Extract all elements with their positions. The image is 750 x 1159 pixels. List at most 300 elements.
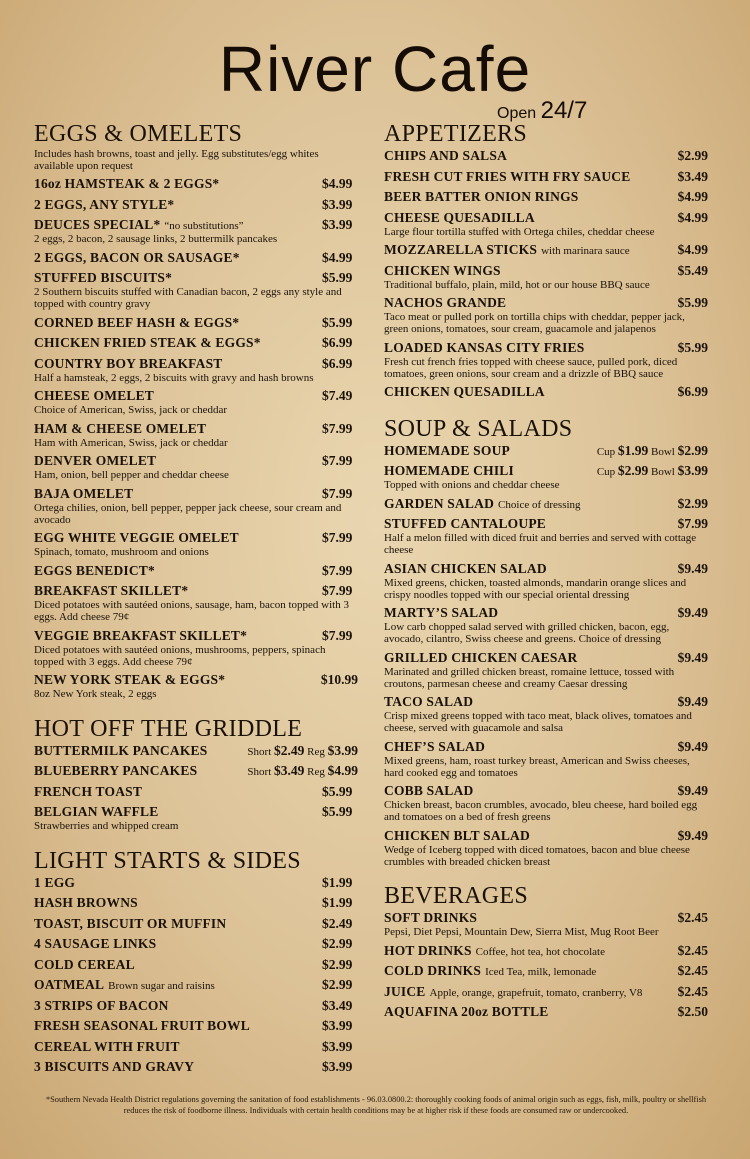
menu-item	[384, 561, 708, 601]
menu-item	[34, 804, 358, 832]
menu-section	[384, 120, 708, 400]
menu-item	[384, 783, 708, 823]
menu-item-row	[34, 335, 358, 351]
menu-item-row	[384, 384, 708, 400]
item-price: $5.99	[677, 339, 708, 355]
menu-item-row	[34, 936, 358, 952]
menu-item	[384, 739, 708, 779]
item-name	[384, 463, 514, 479]
item-name-text: MARTY’S SALAD	[384, 605, 499, 620]
open-label: Open	[497, 105, 537, 122]
section-title: SOUP & SALADS	[384, 415, 573, 442]
item-size-prices	[247, 743, 358, 759]
item-price: $7.99	[322, 485, 353, 501]
menu-item-row	[384, 1004, 708, 1020]
size2-label: Reg	[307, 745, 325, 758]
size2-price: $4.99	[327, 763, 358, 778]
menu-item	[34, 270, 358, 310]
item-description: Crisp mixed greens topped with taco meat, black olives, tomatoes and cheese, served with guacamole and salsa	[384, 710, 692, 734]
menu-item	[34, 977, 358, 993]
menu-item-row	[384, 463, 708, 479]
size2-label: Bowl	[651, 445, 675, 458]
menu-item-row	[34, 957, 358, 973]
section-title: HOT OFF THE GRIDDLE	[34, 715, 303, 742]
item-name-text: NEW YORK STEAK & EGGS*	[34, 672, 226, 687]
item-name-text: STUFFED BISCUITS*	[34, 270, 173, 285]
menu-item-row	[384, 210, 708, 226]
item-price: $4.99	[677, 242, 708, 257]
menu-item	[34, 875, 358, 891]
item-price: $2.45	[677, 983, 708, 999]
item-name	[34, 270, 172, 286]
menu-item-row	[34, 250, 358, 266]
menu-item	[384, 242, 708, 258]
item-name-text: TOAST, BISCUIT OR MUFFIN	[34, 915, 227, 931]
menu-item	[34, 1018, 358, 1034]
menu-item	[384, 443, 708, 459]
menu-item	[34, 530, 358, 558]
menu-item	[384, 384, 708, 400]
item-name	[384, 295, 506, 311]
item-name-text: CHICKEN QUESADILLA	[384, 384, 545, 399]
menu-item	[34, 743, 358, 759]
item-name-text: AQUAFINA 20oz BOTTLE	[384, 1004, 549, 1019]
item-description: Low carb chopped salad served with grilled chicken, bacon, egg, avocado, cilantro, Swiss cheese and greens. Choice of dressing	[384, 621, 670, 645]
item-description: Mixed greens, ham, roast turkey breast, American and Swiss cheeses, hard cooked egg and tomatoes	[384, 754, 690, 779]
item-name-text: BLUEBERRY PANCAKES	[34, 763, 198, 778]
menu-item	[384, 910, 708, 938]
menu-item-row	[34, 784, 358, 800]
item-description: Wedge of Iceberg topped with diced tomatoes, bacon and blue cheese crumbles with breaded chicken breast	[384, 843, 690, 868]
item-price: $1.99	[322, 874, 353, 890]
menu-section	[34, 847, 358, 1076]
item-price: $9.49	[677, 738, 708, 754]
menu-item	[384, 516, 708, 556]
section-title: LIGHT STARTS & SIDES	[34, 847, 301, 874]
item-name	[34, 628, 247, 644]
item-description: Strawberries and whipped cream	[34, 820, 179, 832]
item-price: $9.49	[677, 694, 708, 709]
item-description: 8oz New York steak, 2 eggs	[34, 688, 157, 700]
item-price: $2.50	[677, 1004, 708, 1019]
item-name-text: BAJA OMELET	[34, 485, 134, 501]
menu-item-row	[384, 828, 708, 844]
menu-item-row	[34, 270, 358, 286]
item-price: $2.99	[677, 148, 708, 163]
section-note: Includes hash browns, toast and jelly. Egg substitutes/egg whites available upon request	[34, 148, 319, 172]
menu-item-row	[34, 875, 358, 891]
menu-item-row	[384, 169, 708, 185]
item-name	[34, 977, 215, 993]
item-name-text: HOMEMADE SOUP	[384, 442, 510, 458]
item-name	[34, 875, 75, 891]
section-title: BEVERAGES	[384, 883, 529, 909]
item-name	[384, 828, 530, 844]
menu-item-row	[34, 563, 358, 579]
item-price: $4.99	[322, 249, 353, 265]
menu-item	[34, 1039, 358, 1055]
menu-item	[384, 828, 708, 868]
section-gap	[384, 872, 708, 882]
item-price: $9.49	[677, 827, 708, 843]
menu-item	[34, 672, 358, 700]
menu-item	[34, 895, 358, 911]
item-name-text: 1 EGG	[34, 874, 76, 890]
item-description: Chicken breast, bacon crumbles, avocado, bleu cheese, hard boiled egg and tomatoes on a bed of fresh greens	[384, 799, 698, 823]
item-name	[34, 1059, 194, 1075]
menu-item-row	[384, 242, 708, 258]
health-disclaimer: *Southern Nevada Health District regulations governing the sanitation of food establishments - 96.03.0800.2: thoroughly cooking foods of animal origin such as eggs, fish, milk, poultry or shellfish reduces the risk of foodborne illness. Individuals with certain health conditions may be at higher risk if these foods are consumed raw or undercooked.	[45, 1095, 707, 1115]
menu-item-row	[384, 650, 708, 666]
item-name	[34, 335, 261, 351]
menu-item-row	[384, 783, 708, 799]
item-name-text: 16oz HAMSTEAK & 2 EGGS*	[34, 176, 220, 191]
item-price: $5.99	[322, 783, 353, 799]
item-inline-note: Iced Tea, milk, lemonade	[485, 966, 597, 978]
menu-item-row	[384, 148, 708, 164]
item-description: Half a hamsteak, 2 eggs, 2 biscuits with gravy and hash browns	[34, 371, 314, 384]
item-price: $7.99	[322, 583, 353, 598]
menu-item	[34, 998, 358, 1014]
item-name	[34, 563, 155, 579]
item-description: Topped with onions and cheddar cheese	[384, 479, 560, 491]
item-name-text: JUICE	[384, 983, 426, 999]
item-size-prices	[597, 463, 708, 479]
item-name	[384, 739, 485, 755]
item-name-text: CHEESE QUESADILLA	[384, 209, 535, 225]
item-price: $6.99	[677, 384, 708, 399]
item-name-text: DENVER OMELET	[34, 453, 157, 468]
menu-item-row	[34, 421, 358, 437]
item-inline-note: with marinara sauce	[541, 245, 630, 257]
item-price: $7.99	[322, 420, 353, 436]
item-name-text: MOZZARELLA STICKS	[384, 242, 538, 257]
item-name-text: EGGS BENEDICT*	[34, 562, 155, 578]
item-name-text: BUTTERMILK PANCAKES	[34, 742, 208, 758]
item-name	[34, 804, 158, 820]
size1-price: $3.49	[274, 763, 305, 778]
item-name	[34, 486, 133, 502]
menu-item	[384, 189, 708, 205]
item-description: Taco meat or pulled pork on tortilla chips with cheddar, pepper jack, green onions, tomatoes, sour cream, guacamole and jalapenos	[384, 311, 685, 335]
item-price: $5.99	[322, 314, 353, 330]
menu-item-row	[384, 739, 708, 755]
menu-item	[34, 936, 358, 952]
menu-item	[384, 210, 708, 238]
menu-item	[384, 496, 708, 512]
size1-label: Cup	[596, 445, 616, 458]
menu-item-row	[34, 916, 358, 932]
menu-item-row	[384, 496, 708, 512]
item-name-text: CHEF’S SALAD	[384, 738, 486, 754]
size1-label: Short	[247, 745, 272, 758]
menu-item-row	[384, 516, 708, 532]
item-name	[384, 963, 596, 979]
size2-label: Reg	[307, 766, 325, 778]
section-gap	[384, 405, 708, 415]
menu-item-row	[34, 895, 358, 911]
menu-item	[34, 916, 358, 932]
item-price: $2.99	[322, 936, 353, 951]
hours-value: 24/7	[540, 97, 588, 124]
menu-item-row	[34, 176, 358, 192]
left-column	[34, 120, 358, 1080]
menu-item-row	[34, 315, 358, 331]
item-price: $2.99	[677, 495, 708, 511]
item-price: $10.99	[320, 672, 358, 687]
item-price: $1.99	[322, 895, 353, 910]
item-price: $7.99	[322, 562, 353, 578]
item-name	[34, 530, 239, 546]
menu-item	[34, 583, 358, 623]
item-name	[384, 650, 577, 666]
menu-item-row	[34, 998, 358, 1014]
item-price: $5.99	[322, 804, 353, 819]
item-name-text: COBB SALAD	[384, 783, 474, 798]
item-name	[384, 910, 477, 926]
item-name	[384, 242, 630, 258]
item-price: $2.99	[322, 956, 353, 972]
menu-item-row	[34, 197, 358, 213]
section-gap	[34, 705, 358, 715]
menu-item	[34, 335, 358, 351]
item-name	[34, 916, 226, 932]
item-inline-note: Apple, orange, grapefruit, tomato, cranberry, V8	[429, 986, 643, 999]
item-name	[34, 388, 154, 404]
item-name-text: VEGGIE BREAKFAST SKILLET*	[34, 627, 248, 643]
item-name-text: CHEESE OMELET	[34, 388, 155, 403]
item-name	[34, 176, 219, 192]
size1-price: $1.99	[617, 442, 649, 458]
item-name	[384, 561, 547, 577]
item-name	[384, 516, 546, 532]
item-name	[34, 1018, 250, 1034]
item-price: $7.99	[677, 516, 708, 531]
section-title: EGGS & OMELETS	[34, 121, 243, 147]
item-name	[384, 984, 642, 1000]
item-name-text: FRESH SEASONAL FRUIT BOWL	[34, 1018, 250, 1033]
item-name-text: CHICKEN FRIED STEAK & EGGS*	[34, 335, 261, 350]
item-name	[34, 784, 142, 800]
item-size-prices	[247, 763, 358, 779]
item-name-text: 2 EGGS, ANY STYLE*	[34, 196, 175, 212]
menu-item	[34, 1059, 358, 1075]
size2-price: $2.99	[677, 442, 708, 458]
item-name	[384, 189, 579, 205]
size1-price: $2.99	[617, 463, 649, 478]
menu-title: River Cafe	[218, 33, 532, 105]
size2-price: $3.99	[327, 742, 358, 758]
item-price: $3.99	[322, 217, 353, 232]
menu-item	[34, 250, 358, 266]
menu-item-row	[384, 340, 708, 356]
item-name	[384, 605, 498, 621]
item-price: $4.99	[322, 176, 353, 191]
item-inline-note: Choice of dressing	[498, 498, 581, 511]
item-name	[34, 936, 156, 952]
menu-item	[34, 388, 358, 416]
item-name	[34, 763, 197, 779]
menu-item-row	[34, 356, 358, 372]
item-name-text: CEREAL WITH FRUIT	[34, 1038, 180, 1054]
menu-item-row	[384, 605, 708, 621]
item-name	[34, 895, 138, 911]
item-inline-note: “no substitutions”	[164, 220, 244, 232]
menu-item-row	[34, 672, 358, 688]
item-price: $5.99	[677, 295, 708, 310]
item-name-text: COLD DRINKS	[384, 963, 482, 978]
item-description: Ortega chilies, onion, bell pepper, pepper jack cheese, sour cream and avocado	[34, 501, 342, 526]
size1-label: Short	[247, 766, 272, 778]
menu-section	[384, 415, 708, 868]
menu-item-row	[34, 486, 358, 502]
item-name	[384, 263, 501, 279]
menu-item	[34, 315, 358, 331]
item-name-text: CORNED BEEF HASH & EGGS*	[34, 314, 240, 330]
item-name	[34, 250, 240, 266]
menu-item	[34, 486, 358, 526]
item-description: Large flour tortilla stuffed with Ortega chiles, cheddar cheese	[384, 225, 655, 238]
menu-item-row	[384, 943, 708, 959]
menu-item	[384, 694, 708, 734]
item-description: Choice of American, Swiss, jack or cheddar	[34, 404, 228, 416]
menu-item	[384, 148, 708, 164]
menu-item	[384, 943, 708, 959]
menu-item-row	[384, 910, 708, 926]
item-price: $7.99	[322, 627, 353, 643]
menu-item	[34, 628, 358, 668]
item-name-text: CHIPS AND SALSA	[384, 148, 508, 163]
item-description: Ham with American, Swiss, jack or cheddar	[34, 436, 228, 449]
item-price: $3.99	[322, 1038, 353, 1054]
menu-item-row	[34, 583, 358, 599]
item-name-text: DEUCES SPECIAL*	[34, 217, 161, 232]
item-name	[34, 421, 206, 437]
item-name	[34, 672, 225, 688]
item-name	[34, 583, 188, 599]
item-price: $5.49	[677, 262, 708, 278]
item-name	[384, 783, 473, 799]
item-name-text: 2 EGGS, BACON OR SAUSAGE*	[34, 249, 240, 265]
item-name	[34, 453, 156, 469]
menu-item-row	[34, 743, 358, 759]
menu-item-row	[384, 295, 708, 311]
item-name-text: FRESH CUT FRIES WITH FRY SAUCE	[384, 168, 631, 184]
item-name-text: CHICKEN BLT SALAD	[384, 827, 530, 843]
menu-item-row	[34, 1018, 358, 1034]
menu-item	[384, 963, 708, 979]
item-name-text: BEER BATTER ONION RINGS	[384, 189, 579, 204]
menu-section	[34, 715, 358, 833]
menu-item	[34, 763, 358, 779]
menu-item	[384, 295, 708, 335]
menu-item-row	[384, 561, 708, 577]
menu-item-row	[34, 763, 358, 779]
menu-item-row	[34, 1059, 358, 1075]
menu-item-row	[34, 804, 358, 820]
item-description: 2 Southern biscuits stuffed with Canadian bacon, 2 eggs any style and topped with country gravy	[34, 286, 342, 310]
item-name	[384, 169, 630, 185]
item-description: Marinated and grilled chicken breast, romaine lettuce, tossed with croutons, parmesan cheese and creamy Caesar dressing	[384, 665, 675, 690]
item-name-text: SOFT DRINKS	[384, 910, 478, 925]
item-price: $3.99	[322, 1059, 353, 1074]
item-name	[384, 1004, 549, 1020]
section-gap	[34, 837, 358, 847]
item-price: $7.99	[322, 530, 353, 545]
item-price: $2.45	[677, 942, 708, 958]
item-name	[34, 998, 169, 1014]
item-name	[384, 340, 584, 356]
menu-item	[384, 984, 708, 1000]
item-price: $3.99	[322, 1018, 353, 1033]
item-price: $4.99	[677, 189, 708, 204]
size2-label: Bowl	[651, 466, 675, 478]
item-name-text: 3 STRIPS OF BACON	[34, 997, 169, 1013]
item-inline-note: Brown sugar and raisins	[108, 980, 215, 992]
item-price: $9.49	[677, 783, 708, 798]
item-description: 2 eggs, 2 bacon, 2 sausage links, 2 buttermilk pancakes	[34, 233, 278, 245]
menu-item	[384, 650, 708, 690]
item-name	[384, 694, 473, 710]
item-name	[384, 148, 507, 164]
size2-price: $3.99	[677, 463, 708, 478]
item-name-text: NACHOS GRANDE	[384, 295, 507, 310]
menu-item	[34, 957, 358, 973]
menu-item-row	[34, 1039, 358, 1055]
menu-item-row	[34, 217, 358, 233]
menu-item-row	[384, 963, 708, 979]
item-name-text: BREAKFAST SKILLET*	[34, 583, 189, 598]
menu-item-row	[384, 443, 708, 459]
item-name-text: HOT DRINKS	[384, 942, 472, 958]
item-name-text: BELGIAN WAFFLE	[34, 804, 159, 819]
item-name-text: 4 SAUSAGE LINKS	[34, 936, 157, 951]
item-price: $7.49	[322, 388, 353, 403]
item-price: $4.99	[677, 209, 708, 225]
item-name-text: EGG WHITE VEGGIE OMELET	[34, 530, 239, 545]
item-name-text: 3 BISCUITS AND GRAVY	[34, 1059, 195, 1074]
item-name	[384, 943, 605, 959]
item-name-text: STUFFED CANTALOUPE	[384, 516, 546, 531]
item-price: $2.45	[677, 963, 708, 978]
item-name	[34, 315, 239, 331]
item-size-prices	[597, 443, 708, 459]
item-name	[34, 1039, 180, 1055]
menu-item-row	[34, 453, 358, 469]
item-name	[384, 443, 510, 459]
item-inline-note: Coffee, hot tea, hot chocolate	[475, 945, 605, 958]
menu-item	[34, 197, 358, 213]
item-name-text: HOMEMADE CHILI	[384, 463, 514, 478]
menu-section	[384, 882, 708, 1020]
item-name-text: TACO SALAD	[384, 694, 474, 709]
item-name-text: GRILLED CHICKEN CAESAR	[384, 649, 578, 665]
item-name-text: CHICKEN WINGS	[384, 262, 501, 278]
section-title: APPETIZERS	[384, 121, 528, 147]
item-name	[384, 496, 581, 512]
item-price: $6.99	[322, 335, 353, 350]
item-name-text: OATMEAL	[34, 977, 105, 992]
item-description: Diced potatoes with sautéed onions, sausage, ham, bacon topped with 3 eggs. Add cheese 79¢	[34, 599, 349, 623]
size1-price: $2.49	[274, 742, 305, 758]
menu-item	[34, 356, 358, 384]
item-price: $3.49	[677, 168, 708, 184]
item-description: Half a melon filled with diced fruit and berries and served with cottage cheese	[384, 532, 697, 556]
menu-item	[34, 217, 358, 245]
menu-section	[34, 120, 358, 700]
menu-item-row	[34, 530, 358, 546]
item-price: $2.49	[322, 915, 353, 931]
